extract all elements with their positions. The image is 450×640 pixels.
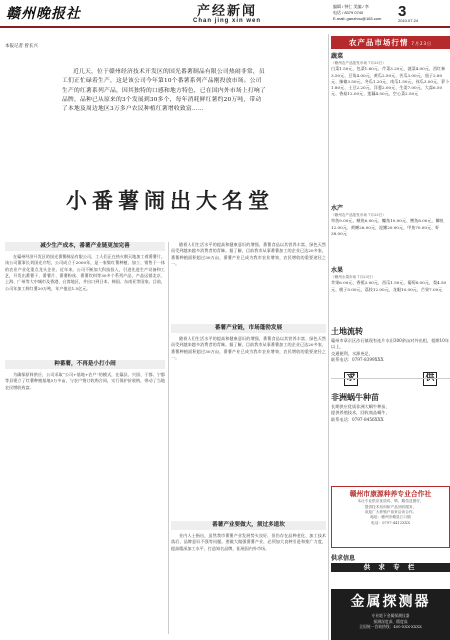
market-date: 7月23日 <box>411 41 433 46</box>
sub-heading: 番薯产业要做大，须过多道坎 <box>171 521 326 530</box>
editor-line: 编辑 / 钟仁 美编 / 李 <box>333 4 369 9</box>
ad-title: 非洲蜗牛种苗 <box>331 393 379 402</box>
market-prices: 苹果6.00元、香蕉3.00元、西瓜1.50元、葡萄8.00元、梨4.50元、桃子5.00元、荔枝12.00元、龙眼10.00元、芒果7.00元 <box>331 280 447 292</box>
ad-title: 金属探测器 <box>350 594 431 610</box>
ad-line: 欢迎广大养殖户前来洽谈合作。 <box>364 509 417 514</box>
byline: 本报记者 曾长兴 <box>5 44 38 49</box>
ad-line: 长期供应优质非洲大蜗牛种苗， <box>331 404 390 409</box>
article-intro: 近几天，位于赣州经济技术开发区的国光番薯制品有限公司热闹非常，员工们正忙碌着生产，这是该公司今年第10个番薯系列产品刚投放市场。公司生产的红薯系列产品，因其独特的口感和地方特色，已在国内外市场上打响了品牌，品种已从原来的3个发展到30多个，每年消耗鲜红薯约20万吨，带动了本地及周边地区3万多户农民种植红薯增收致富…… <box>62 69 266 113</box>
ad-line: 赣州市章贡区沙石镇现有连片水田300余亩对外出租，租期10年以上， <box>331 338 450 350</box>
section-pinyin: Chan jing xin wen <box>192 18 261 24</box>
newspaper-logo: 赣州晚报社 <box>6 6 81 22</box>
market-source: （赣州农产品批发市场 7月23日） <box>331 61 386 65</box>
page-date: 2010.07.24 <box>398 18 419 23</box>
ad-line: 地址：赣州市赣县江口镇 <box>370 515 411 520</box>
article-body: 随着人们生活水平的提高和健康意识的增强，番薯食品以其营养丰富、绿色天然而受到越来越多消费者的青睐。据了解，目前我市从事番薯加工的企业已达20多家，番薯种植面积超过30万亩，番薯产业已成为我市农业增效、农民增收的重要途径之一。 <box>171 336 326 361</box>
article-body: 随着人们生活水平的提高和健康意识的增强，番薯食品以其营养丰富、绿色天然而受到越来越多消费者的青睐。据了解，目前我市从事番薯加工的企业已达20多家，番薯种植面积超过30万亩，番薯产业已成为我市农业增效、农民增收的重要途径之一。 <box>171 242 326 267</box>
column-divider <box>328 34 329 640</box>
metal-detector-ad <box>331 589 450 640</box>
ad-line: 探测深度深、精度高 <box>373 618 408 624</box>
market-category: 蔬菜 <box>331 53 344 60</box>
ad-line: 专业地下金属探测仪器 <box>371 613 410 618</box>
ad-line: 电话：0797-4412XXX <box>371 520 410 525</box>
divider <box>331 378 450 379</box>
ad-line: 全国统一咨询热线：400-XXX-XXXX <box>359 624 422 630</box>
market-vegetables <box>331 52 450 202</box>
market-prices: 白菜1.50元、包菜1.60元、芹菜3.20元、菠菜4.00元、西红柿3.50元、豆角4.00元、黄瓜2.50元、苦瓜3.00元、茄子2.80元、辣椒3.50元、冬瓜1.20元、南瓜1.50元、丝瓜3.00元、萝卜1.80元、土豆2.20元、洋葱2.00元、生姜7.00元、大蒜6.50元、香菇12.00元、莲藕4.50元、空心菜2.50元 <box>331 66 450 96</box>
market-header <box>331 36 450 49</box>
seek-seal <box>344 372 358 386</box>
editor-line: 电话 / 8379 0740 <box>333 9 364 15</box>
section-title: 产经新闻 <box>196 4 257 19</box>
ad-line: 交通便利，水源充足， <box>331 350 373 356</box>
supply-seal <box>423 372 437 386</box>
article-body: 在赣州经济开发区的国光番薯制品有限公司，工人们正在热火朝天地加工着番薯片。该公司董事长刘国光介绍，公司成立于2000年，是一家集红薯种植、加工、销售于一体的农业产业化重点龙头企业。近年来，公司不断加大科技投入，引进先进生产设备和工艺，开发出番薯干、番薯片、番薯粉丝、番薯饮料等30多个系列产品，产品远销北京、上海、广州等大中城市及香港、台湾地区，并出口到日本、韩国、东南亚等国家。目前，公司年加工鲜红薯20万吨，年产值达1.5亿元。 <box>5 254 165 291</box>
ad-title: 土地流转 <box>331 327 363 336</box>
ad-line: 联系电话：0797-8399XXX <box>331 356 384 362</box>
page-number: 3 <box>398 3 407 20</box>
ad-line: 提供技术培训和产品回收服务， <box>364 504 417 509</box>
land-ad <box>331 326 450 363</box>
article-body: 为确保原料供应，公司采取“公司+基地+农户”的模式，在赣县、兴国、于都、宁都等县建立了红薯种植基地5万多亩，与农户签订收购合同，实行保护价收购，带动了当地农民增收致富。 <box>5 372 165 390</box>
market-category: 水产 <box>331 205 344 212</box>
cooperative-ad <box>331 486 450 548</box>
market-title: 农产品市场行情 <box>348 38 409 47</box>
supply-heading: 供求信息 <box>331 555 356 562</box>
market-category: 水果 <box>331 267 344 274</box>
supply-bar: 供 求 专 栏 <box>331 563 450 572</box>
market-fruit <box>331 266 450 322</box>
ad-line: 联系电话：0797-8456XXX <box>331 416 384 422</box>
market-source: （赣州农产品批发市场 7月23日） <box>331 213 386 217</box>
editor-line: E-mail: ganzhou@163.com <box>333 15 382 21</box>
article-headline: 小番薯闹出大名堂 <box>66 189 274 213</box>
masthead <box>0 0 450 28</box>
market-prices: 草鱼9.00元、鲢鱼6.00元、鳙鱼10.00元、鲤鱼8.00元、鲫鱼12.00元、黄鳝26.00元、泥鳅20.00元、甲鱼70.00元、虾38.00元 <box>331 218 444 236</box>
article-body: 业内人士指出，虽然我市番薯产业发展势头良好，但仍存在品种老化、加工技术落后、品牌意识不强等问题。要做大做强番薯产业，必须加大良种引进和推广力度，提高精深加工水平，打造知名品牌，拓展国内外市场。 <box>171 533 326 551</box>
snail-ad <box>331 392 450 423</box>
editor-info <box>333 4 393 21</box>
ad-title: 赣州市康源种养专业合作社 <box>332 487 449 499</box>
market-source: （赣州水果市场 7月23日） <box>331 275 375 279</box>
sub-heading: 减少生产成本，番薯产业链更加完善 <box>5 242 165 251</box>
sub-heading: 番薯产业链，市场蓬勃发展 <box>171 324 326 333</box>
sub-heading: 种番薯，不再是小打小闹 <box>5 360 165 369</box>
ad-line: 本社专业供应优质鸡、鸭、鹅苗及猪仔， <box>357 499 424 504</box>
ad-line: 提供养殖技术，回收商品蜗牛， <box>331 410 390 416</box>
market-seafood <box>331 204 450 264</box>
column-divider <box>168 242 169 634</box>
